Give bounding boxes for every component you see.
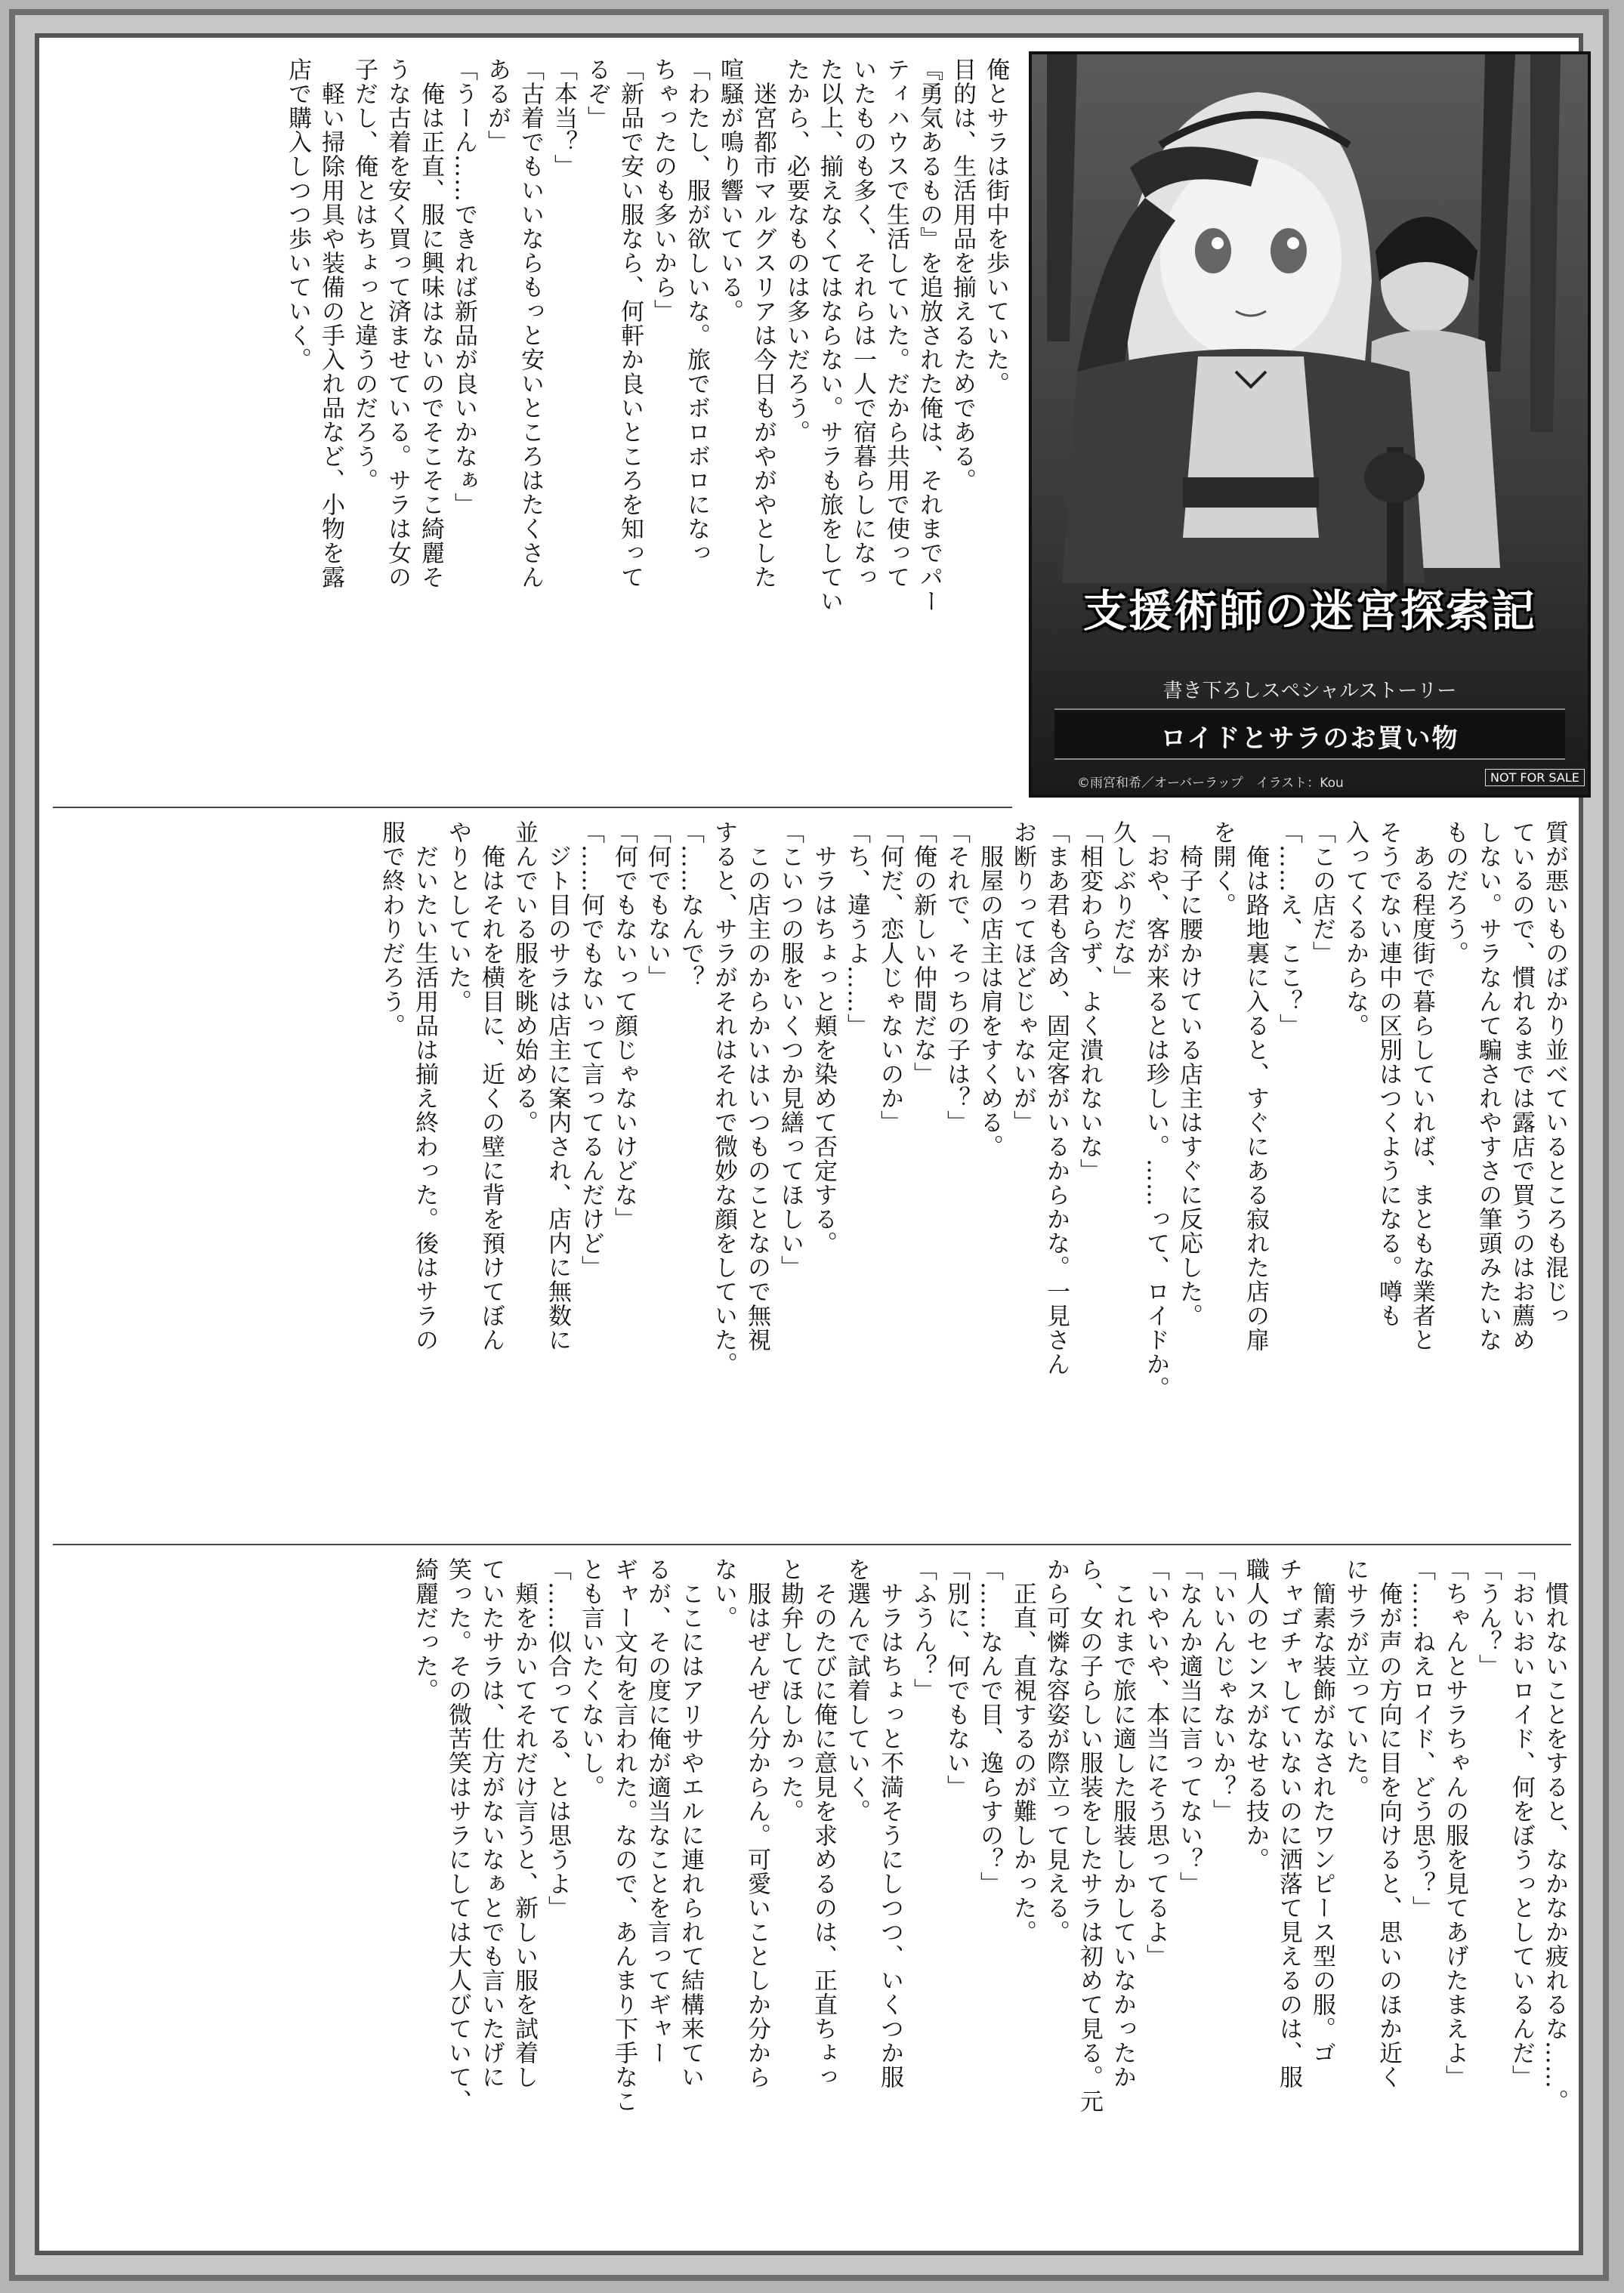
text-line: 「なんか適当に言ってない？」	[1175, 1557, 1203, 1896]
text-line: 「……似合ってる、とは思うよ」	[544, 1557, 571, 1920]
text-line: 正直、直視するのが難しかった。	[1009, 1557, 1036, 1944]
text-line: 「いやいや、本当にそう思ってるよ」	[1142, 1557, 1169, 1968]
text-line: ら、女の子らしい服装をしたサラは初めて見る。元	[1076, 1557, 1103, 2113]
text-line: 「いいんじゃないか？」	[1209, 1557, 1236, 1823]
text-line: 「ふうん？」	[909, 1557, 937, 1702]
text-line: 「こいつの服をいくつか見繕ってほしい」	[776, 820, 804, 1279]
text-line: 頬をかいてそれだけ言うと、新しい服を試着し	[511, 1557, 538, 2089]
text-line: 俺は路地裏に入ると、すぐにある寂れた店の扉	[1242, 820, 1269, 1352]
section-divider-2	[53, 1544, 1571, 1545]
text-line: ギャー文句を言われた。なので、あんまり下手なこ	[610, 1557, 638, 2113]
text-line: 「……なんで？	[677, 820, 704, 989]
text-line: 「……なんで目、逸らすの？」	[976, 1557, 1003, 1896]
section-divider-1	[53, 807, 1012, 808]
text-line: 並んでいる服を眺め始める。	[511, 820, 538, 1134]
not-for-sale-badge: NOT FOR SALE	[1485, 769, 1585, 786]
text-line: これまで旅に適した服装しかしていなかったか	[1109, 1557, 1136, 2089]
text-line: 「何でもない」	[644, 820, 671, 989]
text-line: すると、サラがそれはそれで微妙な顔をしていた。	[710, 820, 737, 1376]
text-line: ジト目のサラは店主に案内され、店内に無数に	[544, 820, 571, 1352]
text-line: 簡素な装飾がなされたワンピース型の服。ゴ	[1308, 1557, 1335, 2065]
text-line: るぞ」	[583, 57, 610, 130]
text-line: 俺とサラは街中を歩いていた。	[982, 57, 1009, 396]
text-line: ていたサラは、仕方がないなぁとでも言いたげに	[477, 1557, 505, 2089]
text-line: ある程度街で暮らしていれば、まともな業者と	[1408, 820, 1435, 1352]
cover-credit: ©雨宮和希／オーバーラップ イラスト：Kou	[1077, 776, 1344, 791]
text-line: 「おいおいロイド、何をぼうっとしているんだ」	[1508, 1557, 1535, 2089]
page-inner-frame	[35, 33, 1583, 2255]
text-line: 「古着でもいいならもっと安いところはたくさん	[517, 57, 544, 589]
text-line: た以上、揃えなくてはならない。サラも旅をしてい	[816, 57, 843, 613]
text-line: 「新品で安い服なら、何軒か良いところを知って	[616, 57, 644, 589]
text-line: 「おや、客が来るとは珍しい。……って、ロイドか。	[1142, 820, 1169, 1400]
text-line: うな古着を安く買って済ませている。サラは女の	[384, 57, 411, 589]
text-line: 「この店だ」	[1308, 820, 1335, 965]
text-line: 「相変わらず、よく潰れないな」	[1076, 820, 1103, 1183]
text-line: ているので、慣れるまでは露店で買うのはお薦め	[1508, 820, 1535, 1352]
text-line: 服で終わりだろう。	[378, 820, 405, 1038]
text-line: 目的は、生活用品を揃えるためである。	[949, 57, 976, 492]
text-line: 綺麗だった。	[411, 1557, 438, 1702]
text-line: 「ちゃんとサラちゃんの服を見てあげたまえよ」	[1441, 1557, 1468, 2089]
text-line: しない。サラなんて騙されやすさの筆頭みたいな	[1474, 820, 1502, 1352]
text-line: 入ってくるからな。	[1341, 820, 1369, 1038]
text-line: あるが」	[483, 57, 511, 154]
text-line: 子だし、俺とはちょっと違うのだろう。	[350, 57, 378, 492]
text-line: 店で購入しつつ歩いていく。	[284, 57, 311, 372]
text-line: 「俺の新しい仲間だな」	[909, 820, 937, 1086]
text-line: にサラが立っていた。	[1341, 1557, 1369, 1799]
cover-illustration	[1029, 51, 1591, 798]
section-3-text	[53, 1557, 1571, 2245]
section-1-text	[53, 57, 1012, 795]
text-line: ものだろう。	[1441, 820, 1468, 965]
text-line: 「それで、そっちの子は？」	[943, 820, 970, 1134]
text-line: チャゴチャしていないのに洒落て見えるのは、服	[1275, 1557, 1302, 2089]
text-line: ない。	[710, 1557, 737, 1630]
text-line: 「本当？」	[550, 57, 577, 178]
text-line: そうでない連中の区別はつくようになる。噂も	[1375, 820, 1402, 1328]
text-line: るが、その度に俺が適当なことを言ってギャー	[644, 1557, 671, 2065]
text-line: 服はぜんぜん分からん。可愛いことしか分から	[743, 1557, 770, 2089]
text-line: 「……何でもないって言ってるんだけど」	[577, 820, 604, 1279]
text-line: サラはちょっと頬を染めて否定する。	[810, 820, 837, 1255]
text-line: 職人のセンスがなせる技か。	[1242, 1557, 1269, 1872]
text-line: ちゃったのも多いから」	[650, 57, 677, 323]
text-line: お断りってほどじゃないが」	[1009, 820, 1036, 1134]
text-line: 久しぶりだな」	[1109, 820, 1136, 989]
text-line: そのたびに俺に意見を求めるのは、正直ちょっ	[810, 1557, 837, 2089]
text-line: 「うん？」	[1474, 1557, 1502, 1678]
text-line: 質が悪いものばかり並べているところも混じっ	[1541, 820, 1568, 1328]
text-line: 「わたし、服が欲しいな。旅でボロボロになっ	[683, 57, 710, 565]
text-line: 俺は正直、服に興味はないのでそこそこ綺麗そ	[417, 57, 444, 589]
text-line: から可憐な容姿が際立って見える。	[1042, 1557, 1070, 1944]
text-line: を開く。	[1209, 820, 1236, 917]
text-line: 「まあ君も含め、固定客がいるからかな。一見さん	[1042, 820, 1070, 1376]
text-line: ティハウスで生活していた。だから共用で使って	[882, 57, 909, 589]
text-line: 迷宮都市マルグスリアは今日もがやがやとした	[749, 57, 776, 589]
text-line: 俺が声の方向に目を向けると、思いのほか近く	[1375, 1557, 1402, 2089]
cover-subtitle: 書き下ろしスペシャルストーリー	[1162, 680, 1457, 702]
text-line: を選んで試着していく。	[843, 1557, 870, 1823]
text-line: だいたい生活用品は揃え終わった。後はサラの	[411, 820, 438, 1352]
text-line: 喧騒が鳴り響いている。	[716, 57, 743, 323]
story-title: ロイドとサラのお買い物	[1160, 724, 1459, 754]
text-line: と勘弁してほしかった。	[776, 1557, 804, 1823]
text-line: やりとしていた。	[444, 820, 471, 1014]
text-line: いたものも多く、それらは一人で宿暮らしになっ	[849, 57, 876, 589]
text-line: たから、必要なものは多いだろう。	[783, 57, 810, 444]
text-line: 椅子に腰かけている店主はすぐに反応した。	[1175, 820, 1203, 1328]
text-line: ここにはアリサやエルに連れられて結構来てい	[677, 1557, 704, 2089]
text-line: この店主のからかいはいつものことなので無視	[743, 820, 770, 1352]
text-line: 笑った。その微苦笑はサラにしては大人びていて、	[444, 1557, 471, 2113]
text-line: とも言いたくないし。	[577, 1557, 604, 1799]
text-line: 「……ねえロイド、どう思う？」	[1408, 1557, 1435, 1920]
text-line: 『勇気あるもの』を追放された俺は、それまでパー	[915, 57, 943, 613]
section-2-text	[53, 820, 1571, 1530]
text-line: 俺はそれを横目に、近くの壁に背を預けてぼん	[477, 820, 505, 1352]
text-line: 「ち、違うよ……」	[843, 820, 870, 1038]
text-line: 「何でもないって顔じゃないけどな」	[610, 820, 638, 1231]
text-line: 「何だ、恋人じゃないのか」	[876, 820, 903, 1134]
text-line: 「うーん……できれば新品が良いかなぁ」	[450, 57, 477, 517]
text-line: 「……え、ここ？」	[1275, 820, 1302, 1038]
text-line: 「別に、何でもない」	[943, 1557, 970, 1799]
cover-title: 支援術師の迷宮探索記	[1082, 585, 1536, 637]
text-line: 服屋の店主は肩をすくめる。	[976, 820, 1003, 1159]
text-line: 軽い掃除用具や装備の手入れ品など、小物を露	[317, 57, 344, 589]
text-line: 慣れないことをすると、なかなか疲れるな……。	[1541, 1557, 1568, 2113]
text-line: サラはちょっと不満そうにしつつ、いくつか服	[876, 1557, 903, 2089]
